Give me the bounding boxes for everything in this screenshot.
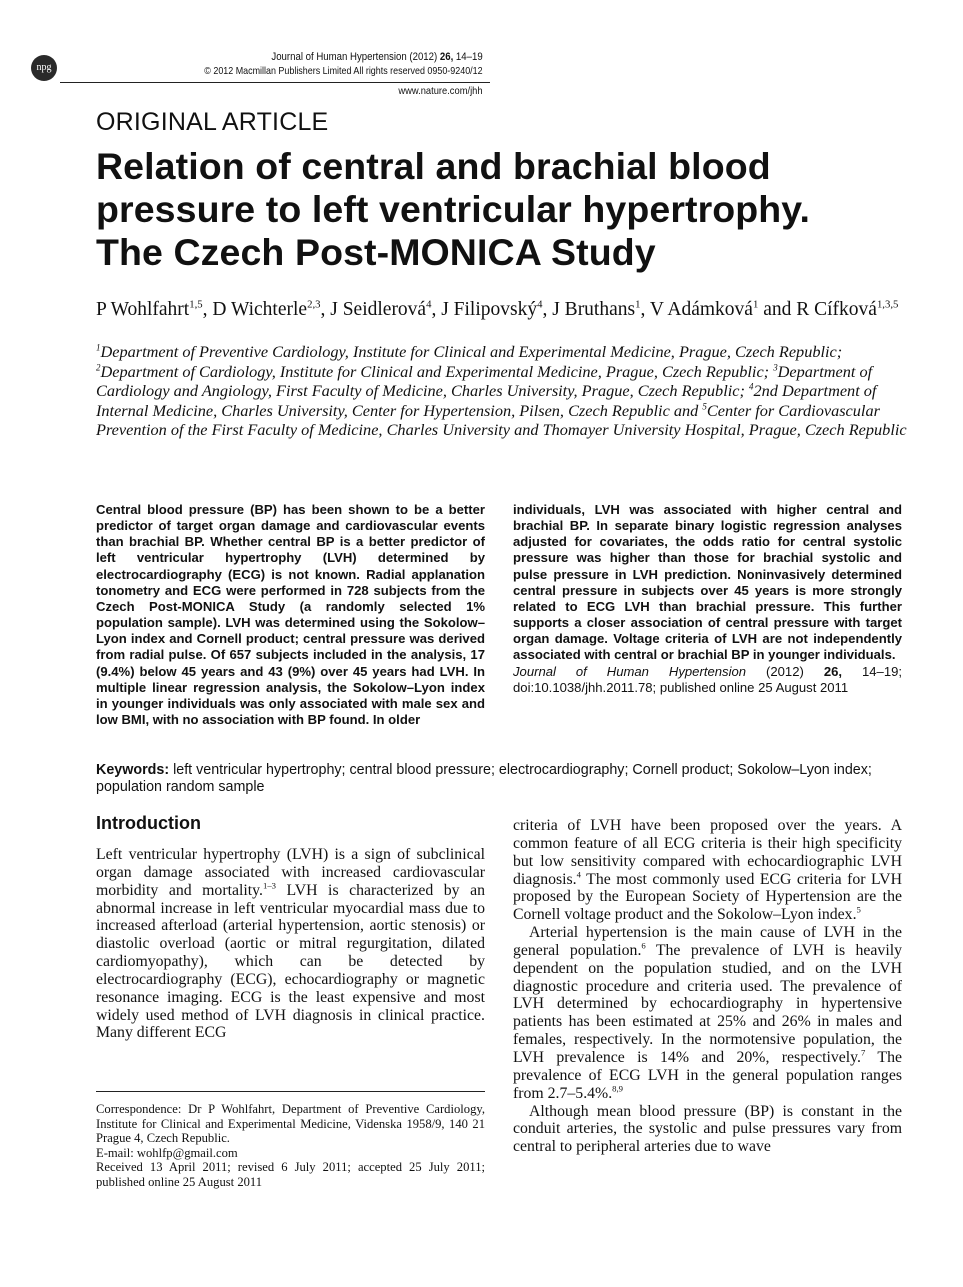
journal-year: (2012) <box>409 51 438 63</box>
title-line: pressure to left ventricular hypertrophy. <box>96 188 810 230</box>
abstract-left-column: Central blood pressure (BP) has been shown to be a better predictor of target organ damage and cardiovascular events than brachial BP. Whether central BP is a better predictor of left ventricular hypertrophy (LVH) determined by electrocardiography (ECG) is not known. Radial applanation tonometry and ECG were performed in 728 subjects from the Czech Post-MONICA Study (a randomly selected 1% population sample). LVH was determined using the Sokolow–Lyon index and Cornell product; central pressure was derived from radial pulse. Of 657 subjects included in the analysis, 17 (9.4%) below 45 years and 43 (9%) over 45 years had LVH. In multiple linear regression analysis, the Sokolow–Lyon index in younger individuals was only associated with male sex and low BMI, with no association with BP found. In older <box>96 502 485 728</box>
intro-right-column <box>513 817 902 1156</box>
journal-name: Journal of Human Hypertension <box>271 51 408 63</box>
author: R Cífková$^{1,3,5}$ <box>796 298 899 320</box>
keywords <box>96 762 906 795</box>
affiliation: $^2$Department of Cardiology, Institute for Clinical and Experimental Medicine, Prague, Czech Republic; <box>96 361 774 381</box>
doi-link[interactable]: doi:10.1038/jhh.2011.78; published online 25 August 2011 <box>513 679 849 695</box>
citation-ref[interactable]: 8,9 <box>612 1083 624 1094</box>
citation-ref[interactable]: 7 <box>861 1047 866 1058</box>
affiliation: $^4$2nd Department of Internal Medicine, Charles University, Center for Hypertension, Pilsen, Czech Republic and <box>96 381 877 420</box>
npg-logo: npg <box>31 55 57 81</box>
copyright-line: © 2012 Macmillan Publishers Limited All rights reserved 0950-9240/12 <box>204 66 483 77</box>
keywords-label: Keywords: <box>96 762 170 778</box>
abstract-text: individuals, LVH was associated with higher central and brachial BP. In separate binary logistic regression analyses adjusted for covariates, the odds ratio for central systolic pressure was higher than those for brachial systolic and pulse pressure in LVH prediction. Noninvasively determined central pressure in subjects over 45 years is more strongly related to ECG LVH than brachial pressure. This further supports a closer association of central pressure with target organ damage. Voltage criteria of LVH are not independently associated with central or brachial BP in younger individuals. <box>513 502 902 663</box>
author: P Wohlfahrt$^{1,5}$, <box>96 298 213 320</box>
section-heading-introduction: Introduction <box>96 813 201 833</box>
author: D Wichterle$^{2,3}$, <box>212 298 331 320</box>
affiliation: $^1$Department of Preventive Cardiology, Institute for Clinical and Experimental Medicine, Prague, Czech Republic; <box>96 342 843 361</box>
title-line: Relation of central and brachial blood <box>96 145 771 187</box>
abstract-citation: Journal of Human Hypertension (2012) 26, 14–19; doi:10.1038/jhh.2011.78; published online 25 August 2011 <box>513 663 903 695</box>
citation-ref[interactable]: 5 <box>856 904 861 915</box>
journal-url[interactable]: www.nature.com/jhh <box>398 86 483 97</box>
journal-volume: 26, <box>440 51 454 63</box>
paragraph: Although mean blood pressure (BP) is constant in the conduit arteries, the systolic and pulse pressures vary from central to peripheral arteries due to wave <box>513 1102 902 1156</box>
article-type: ORIGINAL ARTICLE <box>96 108 329 136</box>
author: J Bruthans$^1$, <box>552 298 650 320</box>
article-title <box>96 145 916 274</box>
correspondence-footnote <box>96 1102 485 1189</box>
title-line: The Czech Post-MONICA Study <box>96 231 656 273</box>
correspondence-address: Correspondence: Dr P Wohlfahrt, Department of Preventive Cardiology, Institute for Clinical and Experimental Medicine, Videnska 1958/9, 140 21 Prague 4, Czech Republic. <box>96 1102 485 1146</box>
footnote-rule <box>96 1091 485 1092</box>
author: J Filipovský$^4$, <box>441 298 553 320</box>
header-rule <box>60 82 490 83</box>
author: J Seidlerová$^4$, <box>330 298 442 320</box>
affiliation: $^5$Center for Cardiovascular Prevention of the First Faculty of Medicine, Charles University and Thomayer University Hospital, Prague, Czech Republic <box>96 400 907 440</box>
paragraph: Left ventricular hypertrophy (LVH) is a sign of subclinical organ damage associated with increased cardiovascular morbidity and mortality.$^{1-3}$ LVH is characterized by an abnormal increase in left ventricular myocardial mass due to increased afterload (arterial hypertension, aortic stenosis) or diastolic overload (aortic or mitral regurgitation, dilated cardiomyopathy), which can be detected by electrocardiography (ECG), echocardiography or magnetic resonance imaging. ECG is the least expensive and most widely used method of LVH diagnosis in clinical practice. Many different ECG <box>96 846 485 1042</box>
citation-ref[interactable]: 1–3 <box>262 880 277 891</box>
intro-left-column <box>96 846 485 1042</box>
correspondence-email[interactable]: E-mail: wohlfp@gmail.com <box>96 1145 238 1160</box>
citation-ref[interactable]: 6 <box>641 940 646 951</box>
abstract-right-column <box>513 502 902 696</box>
journal-header <box>272 51 483 63</box>
journal-pages: 14–19 <box>456 51 483 63</box>
received-dates: Received 13 April 2011; revised 6 July 2011; accepted 25 July 2011; published online 25 August 2011 <box>96 1160 485 1189</box>
paragraph: criteria of LVH have been proposed over the years. A common feature of all ECG criteria is their high specificity but low sensitivity compared with echocardiographic LVH diagnosis.$^4$ The most commonly used ECG criteria for LVH proposed by the European Society of Hypertension are the Cornell voltage product and the Sokolow–Lyon index.$^5$ <box>513 817 902 924</box>
author: V Adámková$^1$ and <box>649 298 797 320</box>
citation-ref[interactable]: 4 <box>576 869 581 880</box>
affiliation: $^3$Department of Cardiology and Angiology, First Faculty of Medicine, Charles University, Prague, Czech Republic; <box>96 361 873 401</box>
author-list <box>96 299 916 320</box>
keywords-text: left ventricular hypertrophy; central blood pressure; electrocardiography; Cornell product; Sokolow–Lyon index; population random sample <box>96 762 872 795</box>
affiliations <box>96 342 911 440</box>
paragraph: Arterial hypertension is the main cause of LVH in the general population.$^6$ The prevalence of LVH is heavily dependent on the population studied, and on the LVH diagnostic procedure and criteria used. The prevalence of LVH determined by echocardiography in hypertensive patients has been estimated at 25% and 26% in males and females, respectively. In the normotensive population, the LVH prevalence is 14% and 20%, respectively.$^7$ The prevalence of ECG LVH in the general population ranges from 2.7–5.4%.$^{8,9}$ <box>513 924 903 1102</box>
